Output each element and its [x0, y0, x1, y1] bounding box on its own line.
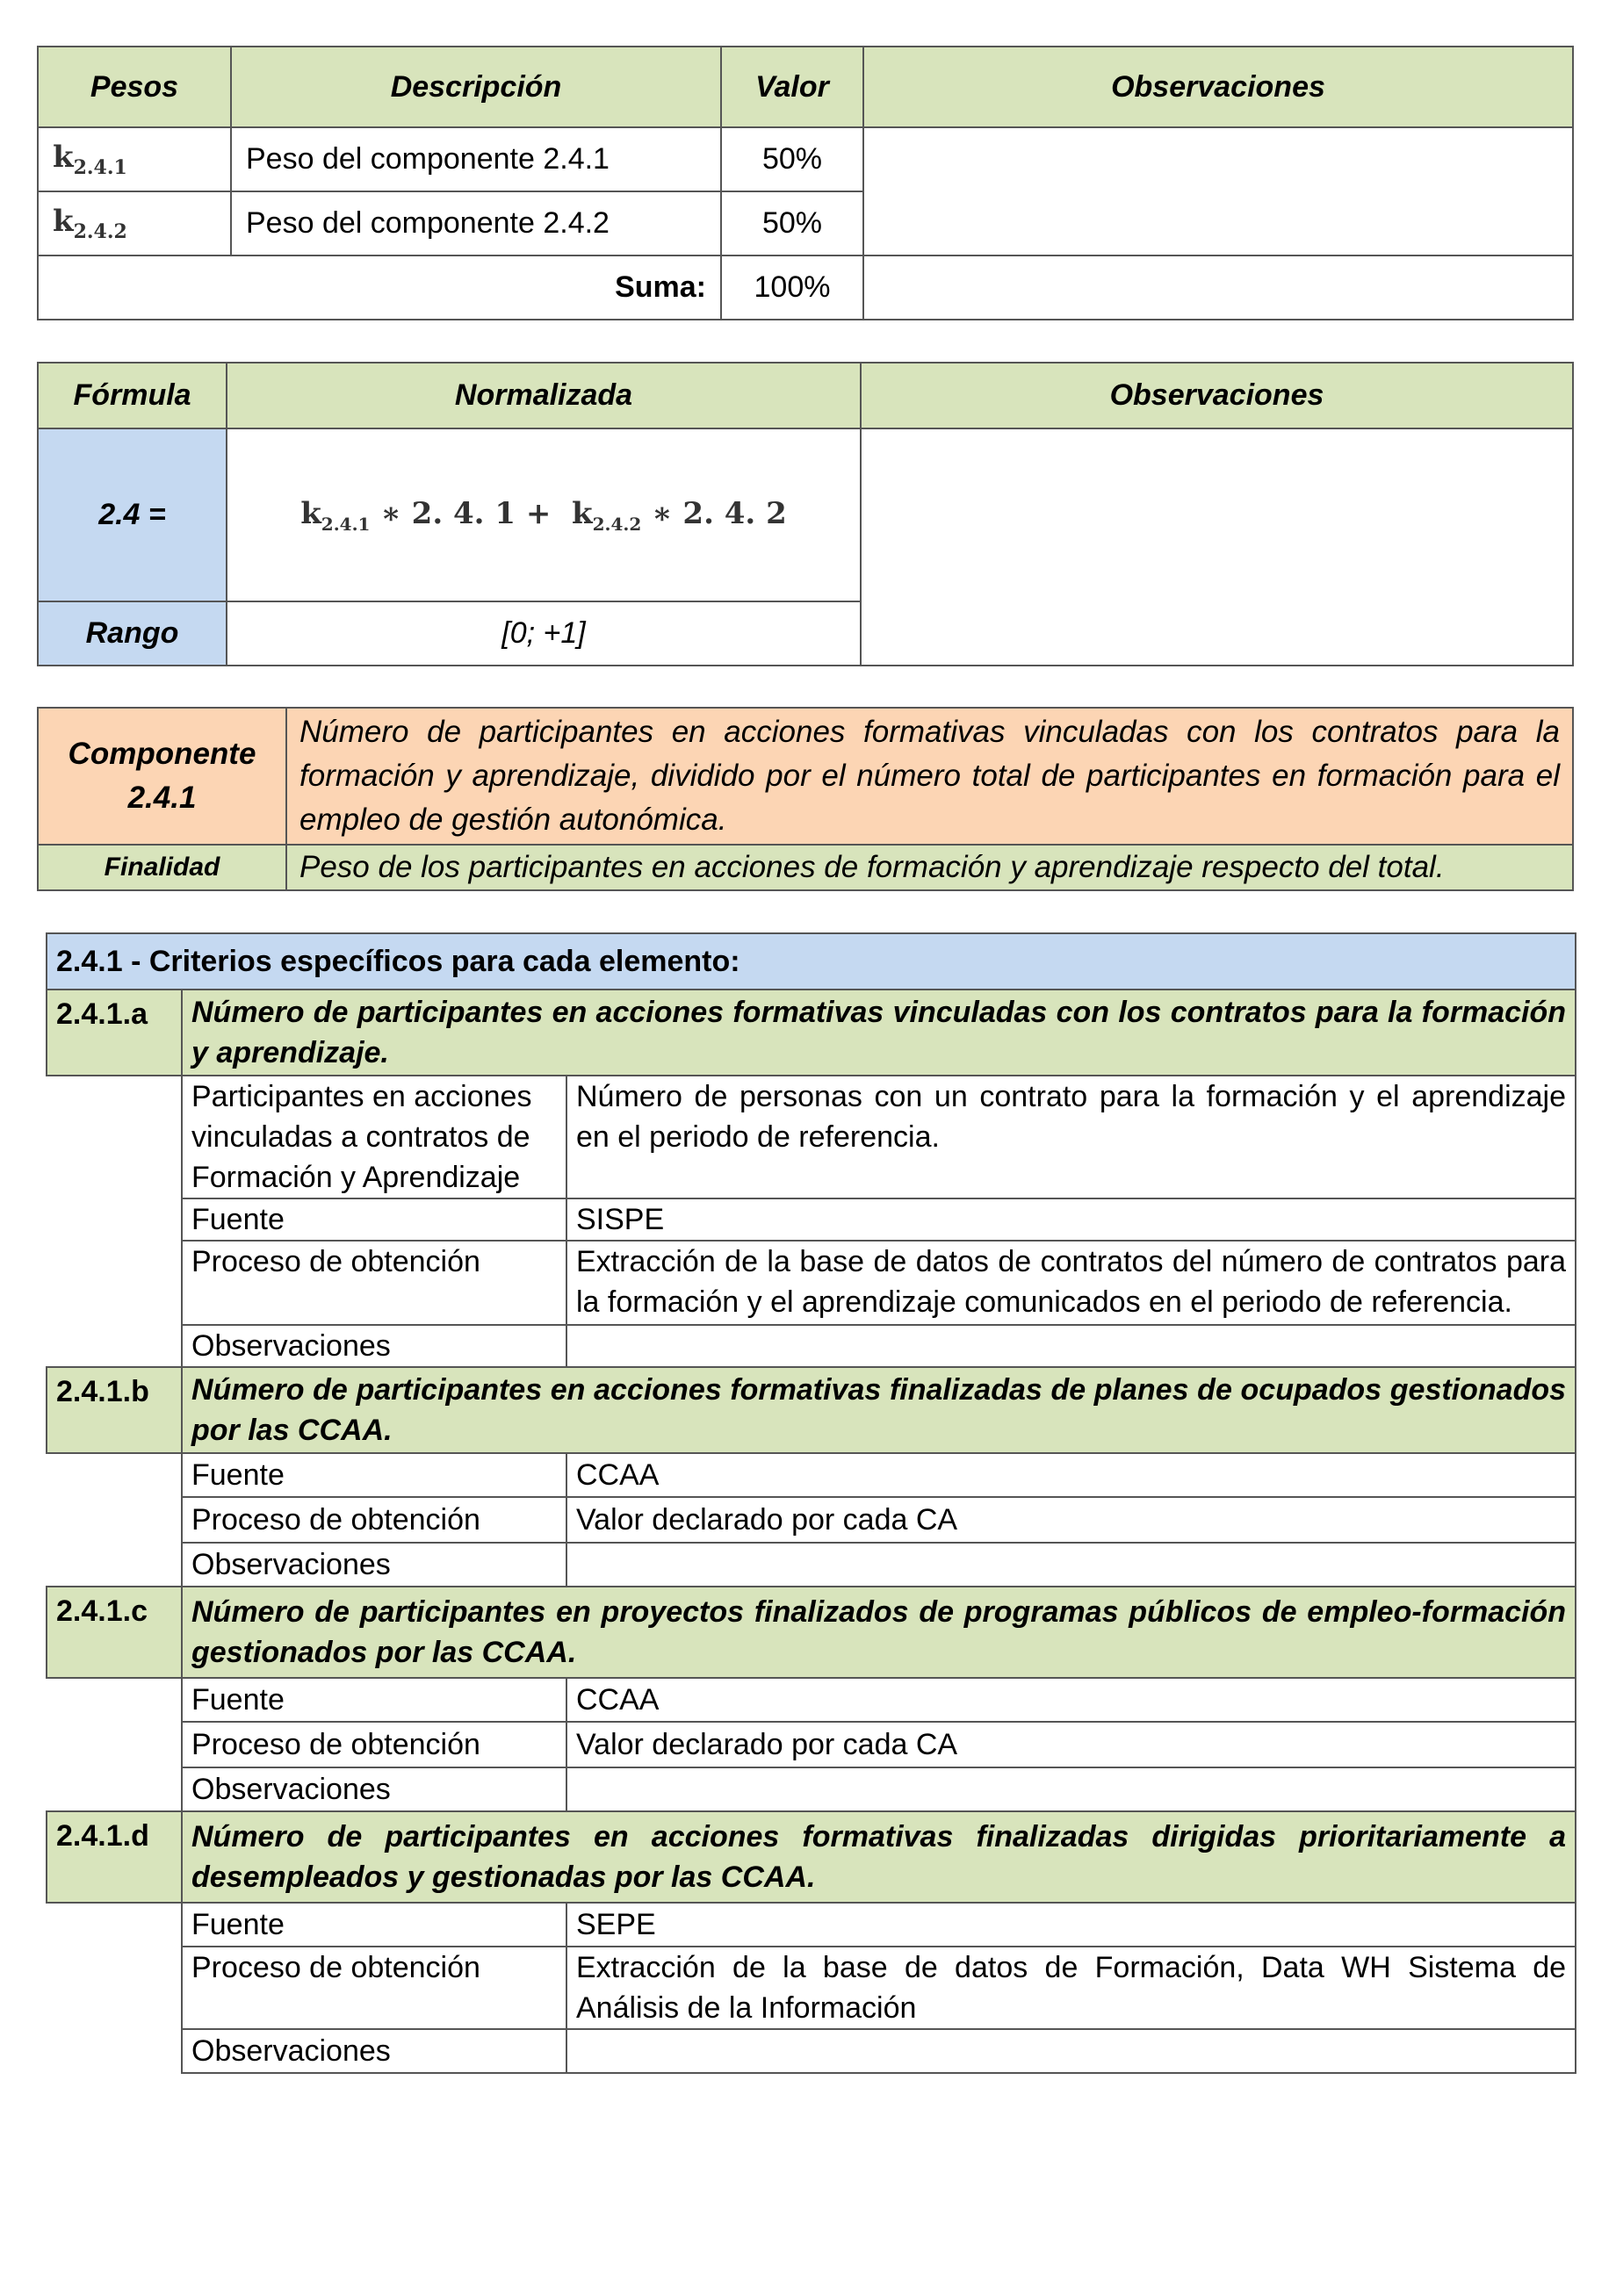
element-c-label-2: Proceso de obtención [182, 1722, 566, 1767]
header-normalizada: Normalizada [227, 363, 861, 428]
element-c-value-3 [566, 1767, 1576, 1811]
sum-value: 100% [721, 256, 863, 320]
element-c-label-3: Observaciones [182, 1767, 566, 1811]
element-a-value-2: SISPE [566, 1198, 1576, 1241]
element-d-label-2: Proceso de obtención [182, 1947, 566, 2029]
element-b-label-3: Observaciones [182, 1543, 566, 1587]
weight-description-1: Peso del componente 2.4.1 [231, 127, 721, 191]
weights-table [37, 46, 1574, 320]
header-pesos: Pesos [38, 47, 231, 127]
weight-symbol-2: $k_{2.4.2}$ [38, 191, 231, 256]
criteria-title: 2.4.1 - Criterios específicos para cada elemento: [47, 933, 1576, 990]
element-title-a: Número de participantes en acciones formativas vinculadas con los contratos para la formación y aprendizaje. [182, 990, 1576, 1076]
weight-symbol-1: $k_{2.4.1}$ [38, 127, 231, 191]
element-title-b: Número de participantes en acciones formativas finalizadas de planes de ocupados gestionados por las CCAA. [182, 1367, 1576, 1453]
component-label: Componente 2.4.1 [38, 708, 286, 845]
weight-observations [863, 127, 1573, 256]
element-title-d: Número de participantes en acciones formativas finalizadas dirigidas prioritariamente a desempleados y gestionadas por las CCAA. [182, 1811, 1576, 1903]
component-description: Número de participantes en acciones formativas vinculadas con los contratos para la formación y aprendizaje, dividido por el número total de participantes en formación para el empleo de gestión autonómica. [286, 708, 1573, 845]
element-c-value-1: CCAA [566, 1678, 1576, 1722]
finalidad-value: Peso de los participantes en acciones de formación y aprendizaje respecto del total. [286, 845, 1573, 890]
element-d-label-3: Observaciones [182, 2029, 566, 2073]
weight-value-1: 50% [721, 127, 863, 191]
element-a-label-3: Proceso de obtención [182, 1241, 566, 1325]
element-d-value-1: SEPE [566, 1903, 1576, 1947]
formula-table [37, 362, 1574, 666]
formula-expression: $k_{2.4.1}$ ∗ 2. 4. $1 + k_{2.4.2}$ ∗ 2. 4. 2 [227, 428, 861, 601]
element-b-label-1: Fuente [182, 1453, 566, 1497]
element-b-value-3 [566, 1543, 1576, 1587]
element-b-label-2: Proceso de obtención [182, 1497, 566, 1543]
element-b-value-2: Valor declarado por cada CA [566, 1497, 1576, 1543]
element-b-value-1: CCAA [566, 1453, 1576, 1497]
element-a-value-3: Extracción de la base de datos de contratos del número de contratos para la formación y el aprendizaje comunicados en el periodo de referencia. [566, 1241, 1576, 1325]
element-d-label-1: Fuente [182, 1903, 566, 1947]
element-c-value-2: Valor declarado por cada CA [566, 1722, 1576, 1767]
element-code-d: 2.4.1.d [47, 1811, 182, 1903]
header-valor: Valor [721, 47, 863, 127]
element-a-label-2: Fuente [182, 1198, 566, 1241]
criteria-table [46, 932, 1576, 2074]
finalidad-label: Finalidad [38, 845, 286, 890]
header-formula-observaciones: Observaciones [861, 363, 1573, 428]
element-code-b: 2.4.1.b [47, 1367, 182, 1453]
element-a-value-4 [566, 1325, 1576, 1367]
element-d-value-3 [566, 2029, 1576, 2073]
element-a-label-4: Observaciones [182, 1325, 566, 1367]
element-c-label-1: Fuente [182, 1678, 566, 1722]
header-observaciones: Observaciones [863, 47, 1573, 127]
range-value: [0; +1] [227, 601, 861, 666]
sum-observations [863, 256, 1573, 320]
weight-description-2: Peso del componente 2.4.2 [231, 191, 721, 256]
element-d-value-2: Extracción de la base de datos de Formación, Data WH Sistema de Análisis de la Información [566, 1947, 1576, 2029]
element-code-a: 2.4.1.a [47, 990, 182, 1076]
element-a-label-1: Participantes en acciones vinculadas a contratos de Formación y Aprendizaje [182, 1076, 566, 1198]
element-title-c: Número de participantes en proyectos finalizados de programas públicos de empleo-formación gestionados por las CCAA. [182, 1587, 1576, 1678]
header-formula: Fórmula [38, 363, 227, 428]
sum-label: Suma: [38, 256, 721, 320]
element-code-c: 2.4.1.c [47, 1587, 182, 1678]
formula-label: 2.4 = [38, 428, 227, 601]
weight-value-2: 50% [721, 191, 863, 256]
element-a-value-1: Número de personas con un contrato para la formación y el aprendizaje en el periodo de referencia. [566, 1076, 1576, 1198]
header-descripcion: Descripción [231, 47, 721, 127]
range-label: Rango [38, 601, 227, 666]
component-table [37, 707, 1574, 891]
formula-observations [861, 428, 1573, 666]
